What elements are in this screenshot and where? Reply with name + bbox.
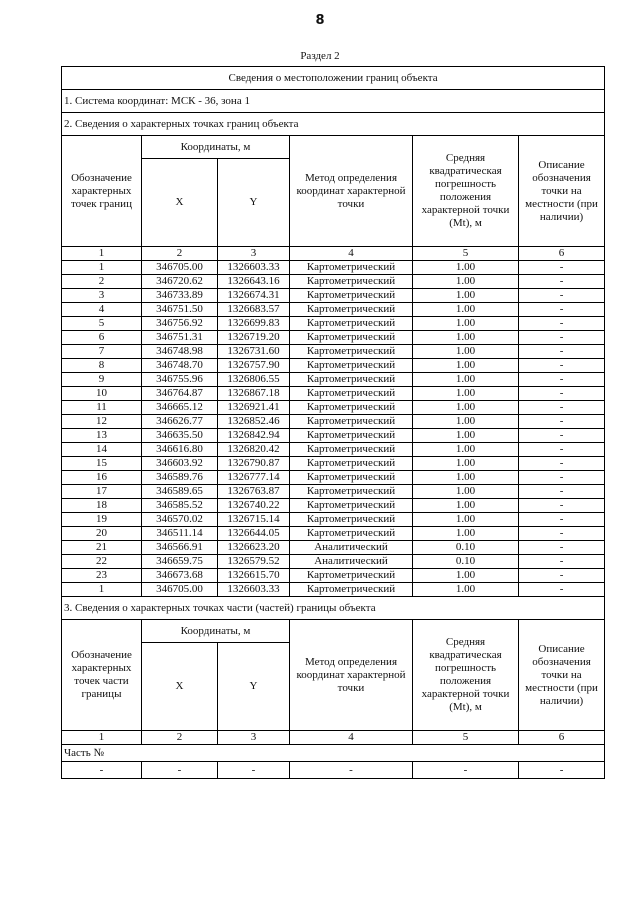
error-mt: 1.00 — [413, 401, 519, 415]
coord-x: 346733.89 — [142, 289, 218, 303]
coord-x: 346748.98 — [142, 345, 218, 359]
method: Картометрический — [290, 443, 413, 457]
method: Аналитический — [290, 541, 413, 555]
method: Картометрический — [290, 485, 413, 499]
coord-y: 1326867.18 — [218, 387, 290, 401]
coord-y: 1326674.31 — [218, 289, 290, 303]
error-mt: 1.00 — [413, 513, 519, 527]
error-mt: 1.00 — [413, 275, 519, 289]
column-number-part-1: 1 — [62, 731, 142, 745]
header-method: Метод определения координат характерной точки — [290, 136, 413, 247]
description: - — [519, 331, 605, 345]
point-id: 2 — [62, 275, 142, 289]
table-row — [62, 415, 605, 429]
point-id: 23 — [62, 569, 142, 583]
coord-x: 346705.00 — [142, 583, 218, 597]
description: - — [519, 345, 605, 359]
coord-y: 1326852.46 — [218, 415, 290, 429]
table-row — [62, 485, 605, 499]
coord-y: 1326790.87 — [218, 457, 290, 471]
description: - — [519, 443, 605, 457]
table-row — [62, 569, 605, 583]
part-cell-2: - — [142, 762, 218, 779]
error-mt: 1.00 — [413, 317, 519, 331]
column-number-6: 6 — [519, 247, 605, 261]
coord-x: 346635.50 — [142, 429, 218, 443]
point-id: 7 — [62, 345, 142, 359]
part-cell-4: - — [290, 762, 413, 779]
table-row — [62, 289, 605, 303]
description: - — [519, 359, 605, 373]
header3-method: Метод определения координат характерной точки — [290, 620, 413, 731]
point-id: 13 — [62, 429, 142, 443]
coord-y: 1326579.52 — [218, 555, 290, 569]
column-number-3: 3 — [218, 247, 290, 261]
subsection-2-title: 2. Сведения о характерных точках границ объекта — [62, 113, 605, 136]
table-row — [62, 541, 605, 555]
column-number-part-4: 4 — [290, 731, 413, 745]
header-x: X — [142, 159, 218, 247]
coord-y: 1326603.33 — [218, 583, 290, 597]
coord-y: 1326683.57 — [218, 303, 290, 317]
header3-y: Y — [218, 643, 290, 731]
point-id: 14 — [62, 443, 142, 457]
method: Картометрический — [290, 569, 413, 583]
header-point-designation: Обозначение характерных точек границ — [62, 136, 142, 247]
coord-system: 1. Система координат: МСК - 36, зона 1 — [62, 90, 605, 113]
point-id: 8 — [62, 359, 142, 373]
point-id: 1 — [62, 583, 142, 597]
part-data-row — [62, 762, 605, 779]
coord-x: 346764.87 — [142, 387, 218, 401]
header-coordinates: Координаты, м — [142, 136, 290, 159]
column-number-part-2: 2 — [142, 731, 218, 745]
coord-x: 346511.14 — [142, 527, 218, 541]
part-label: Часть № — [62, 745, 605, 762]
error-mt: 1.00 — [413, 261, 519, 275]
table-row — [62, 373, 605, 387]
column-number-5: 5 — [413, 247, 519, 261]
error-mt: 1.00 — [413, 527, 519, 541]
coord-y: 1326643.16 — [218, 275, 290, 289]
header3-description: Описание обозначения точки на местности (при наличии) — [519, 620, 605, 731]
coord-y: 1326615.70 — [218, 569, 290, 583]
error-mt: 1.00 — [413, 471, 519, 485]
table-row — [62, 429, 605, 443]
table-row — [62, 527, 605, 541]
point-id: 21 — [62, 541, 142, 555]
coord-y: 1326757.90 — [218, 359, 290, 373]
header3-error: Средняя квадратическая погрешность положения характерной точки (Mt), м — [413, 620, 519, 731]
part-cell-6: - — [519, 762, 605, 779]
table-row — [62, 317, 605, 331]
column-number-part-5: 5 — [413, 731, 519, 745]
page-number: 8 — [315, 13, 325, 28]
coord-y: 1326740.22 — [218, 499, 290, 513]
method: Картометрический — [290, 457, 413, 471]
method: Картометрический — [290, 471, 413, 485]
coord-y: 1326820.42 — [218, 443, 290, 457]
coord-x: 346748.70 — [142, 359, 218, 373]
header3-point-designation: Обозначение характерных точек части границы — [62, 620, 142, 731]
point-id: 18 — [62, 499, 142, 513]
description: - — [519, 485, 605, 499]
coord-x: 346751.50 — [142, 303, 218, 317]
table-row — [62, 457, 605, 471]
part-cell-1: - — [62, 762, 142, 779]
header-error: Средняя квадратическая погрешность положения характерной точки (Mt), м — [413, 136, 519, 247]
header-description: Описание обозначения точки на местности (при наличии) — [519, 136, 605, 247]
table-row — [62, 303, 605, 317]
method: Картометрический — [290, 513, 413, 527]
point-id: 20 — [62, 527, 142, 541]
coord-y: 1326715.14 — [218, 513, 290, 527]
error-mt: 1.00 — [413, 345, 519, 359]
point-id: 4 — [62, 303, 142, 317]
point-id: 12 — [62, 415, 142, 429]
error-mt: 1.00 — [413, 569, 519, 583]
error-mt: 1.00 — [413, 499, 519, 513]
coord-x: 346756.92 — [142, 317, 218, 331]
error-mt: 1.00 — [413, 387, 519, 401]
coord-x: 346603.92 — [142, 457, 218, 471]
point-id: 16 — [62, 471, 142, 485]
error-mt: 0.10 — [413, 555, 519, 569]
point-id: 19 — [62, 513, 142, 527]
error-mt: 1.00 — [413, 289, 519, 303]
error-mt: 1.00 — [413, 485, 519, 499]
table-row — [62, 359, 605, 373]
description: - — [519, 317, 605, 331]
method: Картометрический — [290, 415, 413, 429]
method: Картометрический — [290, 499, 413, 513]
point-id: 9 — [62, 373, 142, 387]
coord-x: 346566.91 — [142, 541, 218, 555]
coord-y: 1326763.87 — [218, 485, 290, 499]
method: Картометрический — [290, 345, 413, 359]
table-row — [62, 583, 605, 597]
coord-y: 1326603.33 — [218, 261, 290, 275]
point-id: 15 — [62, 457, 142, 471]
error-mt: 1.00 — [413, 359, 519, 373]
error-mt: 1.00 — [413, 443, 519, 457]
error-mt: 1.00 — [413, 429, 519, 443]
header3-coordinates: Координаты, м — [142, 620, 290, 643]
description: - — [519, 275, 605, 289]
column-number-1: 1 — [62, 247, 142, 261]
error-mt: 1.00 — [413, 373, 519, 387]
description: - — [519, 527, 605, 541]
table-row — [62, 443, 605, 457]
point-id: 1 — [62, 261, 142, 275]
description: - — [519, 541, 605, 555]
description: - — [519, 387, 605, 401]
subsection-3-title: 3. Сведения о характерных точках части (частей) границы объекта — [62, 597, 605, 620]
coord-x: 346616.80 — [142, 443, 218, 457]
coord-y: 1326644.05 — [218, 527, 290, 541]
description: - — [519, 261, 605, 275]
coord-y: 1326719.20 — [218, 331, 290, 345]
column-number-2: 2 — [142, 247, 218, 261]
table-row — [62, 261, 605, 275]
coord-y: 1326842.94 — [218, 429, 290, 443]
description: - — [519, 471, 605, 485]
coord-x: 346589.65 — [142, 485, 218, 499]
coord-x: 346755.96 — [142, 373, 218, 387]
coord-x: 346659.75 — [142, 555, 218, 569]
section-label: Раздел 2 — [300, 50, 340, 62]
description: - — [519, 457, 605, 471]
method: Картометрический — [290, 401, 413, 415]
coord-y: 1326731.60 — [218, 345, 290, 359]
point-id: 6 — [62, 331, 142, 345]
header-y: Y — [218, 159, 290, 247]
table-row — [62, 387, 605, 401]
error-mt: 1.00 — [413, 457, 519, 471]
description: - — [519, 499, 605, 513]
table-row — [62, 345, 605, 359]
point-id: 10 — [62, 387, 142, 401]
coord-x: 346665.12 — [142, 401, 218, 415]
description: - — [519, 289, 605, 303]
table-row — [62, 331, 605, 345]
coord-x: 346570.02 — [142, 513, 218, 527]
coord-x: 346589.76 — [142, 471, 218, 485]
method: Картометрический — [290, 303, 413, 317]
description: - — [519, 555, 605, 569]
description: - — [519, 583, 605, 597]
method: Картометрический — [290, 275, 413, 289]
point-id: 11 — [62, 401, 142, 415]
column-numbers-row — [62, 247, 605, 261]
method: Картометрический — [290, 527, 413, 541]
method: Картометрический — [290, 373, 413, 387]
coord-x: 346751.31 — [142, 331, 218, 345]
coord-y: 1326921.41 — [218, 401, 290, 415]
method: Картометрический — [290, 331, 413, 345]
description: - — [519, 303, 605, 317]
table-row — [62, 513, 605, 527]
point-id: 3 — [62, 289, 142, 303]
part-cell-3: - — [218, 762, 290, 779]
point-id: 5 — [62, 317, 142, 331]
column-number-part-6: 6 — [519, 731, 605, 745]
description: - — [519, 373, 605, 387]
point-id: 17 — [62, 485, 142, 499]
column-number-4: 4 — [290, 247, 413, 261]
table-row — [62, 275, 605, 289]
table-row — [62, 555, 605, 569]
method: Картометрический — [290, 429, 413, 443]
description: - — [519, 569, 605, 583]
error-mt: 1.00 — [413, 331, 519, 345]
coord-x: 346673.68 — [142, 569, 218, 583]
part-cell-5: - — [413, 762, 519, 779]
method: Картометрический — [290, 359, 413, 373]
header3-x: X — [142, 643, 218, 731]
table-row — [62, 499, 605, 513]
description: - — [519, 429, 605, 443]
description: - — [519, 401, 605, 415]
method: Картометрический — [290, 583, 413, 597]
coord-x: 346705.00 — [142, 261, 218, 275]
description: - — [519, 415, 605, 429]
error-mt: 1.00 — [413, 303, 519, 317]
coord-y: 1326699.83 — [218, 317, 290, 331]
error-mt: 1.00 — [413, 415, 519, 429]
table-title: Сведения о местоположении границ объекта — [62, 67, 605, 90]
column-number-part-3: 3 — [218, 731, 290, 745]
boundary-table — [61, 66, 605, 779]
method: Картометрический — [290, 387, 413, 401]
coord-y: 1326623.20 — [218, 541, 290, 555]
method: Картометрический — [290, 289, 413, 303]
table-row — [62, 471, 605, 485]
method: Аналитический — [290, 555, 413, 569]
coord-y: 1326806.55 — [218, 373, 290, 387]
coord-y: 1326777.14 — [218, 471, 290, 485]
error-mt: 0.10 — [413, 541, 519, 555]
coord-x: 346720.62 — [142, 275, 218, 289]
error-mt: 1.00 — [413, 583, 519, 597]
description: - — [519, 513, 605, 527]
table-row — [62, 401, 605, 415]
point-id: 22 — [62, 555, 142, 569]
column-numbers-row-part — [62, 731, 605, 745]
coord-x: 346626.77 — [142, 415, 218, 429]
coord-x: 346585.52 — [142, 499, 218, 513]
method: Картометрический — [290, 261, 413, 275]
method: Картометрический — [290, 317, 413, 331]
